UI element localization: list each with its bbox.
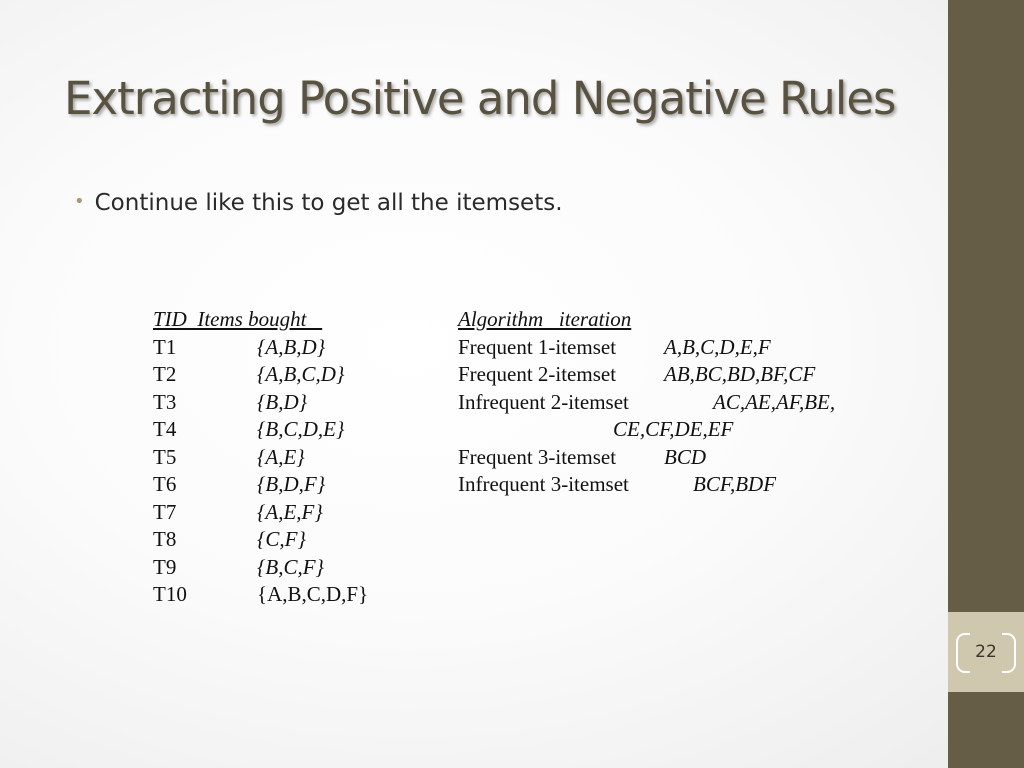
items-cell: {A,B,D} (257, 334, 326, 359)
page-number-box (948, 612, 1024, 692)
itemset-value: AB,BC,BD,BF,CF (664, 362, 816, 386)
bullet-icon: • (74, 191, 85, 212)
table-row (153, 361, 345, 389)
itemset-value: BCF,BDF (693, 472, 777, 496)
algorithm-row (458, 361, 816, 389)
iteration-name: Infrequent 2-itemset (458, 389, 629, 414)
tid-cell: T9 (153, 554, 177, 579)
tid-cell: T1 (153, 334, 177, 359)
slide-title: Extracting Positive and Negative Rules (64, 72, 896, 125)
table-row (153, 526, 322, 554)
table-row (153, 389, 322, 417)
itemset-value: BCD (664, 444, 706, 469)
items-cell: {B,C,D,E} (257, 417, 345, 441)
table-row (153, 416, 345, 444)
iteration-name: Infrequent 3-itemset (458, 472, 629, 496)
transaction-table (153, 306, 369, 609)
table-row (153, 334, 326, 362)
algorithm-row (458, 471, 777, 499)
algorithm-row (458, 334, 771, 362)
tid-cell: T5 (153, 444, 177, 469)
items-cell: {B,D,F} (257, 472, 326, 496)
tid-cell: T7 (153, 499, 177, 524)
iteration-name: Frequent 3-itemset (458, 444, 617, 469)
tid-cell: T10 (153, 582, 187, 606)
tid-cell: T3 (153, 389, 177, 414)
bullet-item (74, 190, 563, 216)
transaction-table-header: TID Items bought (153, 307, 323, 331)
right-bracket-icon (1002, 633, 1016, 673)
algorithm-row (458, 389, 836, 417)
algorithm-table-header: Algorithm iteration (458, 307, 632, 331)
table-row (153, 471, 326, 499)
items-cell: {B,C,F} (257, 554, 324, 579)
algorithm-row (458, 444, 706, 472)
table-row (153, 554, 322, 582)
algorithm-table (458, 306, 836, 499)
iteration-name: Frequent 1-itemset (458, 334, 617, 359)
iteration-name: Frequent 2-itemset (458, 362, 617, 386)
itemset-value: A,B,C,D,E,F (664, 334, 771, 359)
items-cell: {C,F} (257, 527, 306, 551)
tid-cell: T4 (153, 417, 177, 441)
bullet-text: Continue like this to get all the itemsets. (94, 190, 563, 216)
algorithm-row (458, 416, 734, 444)
page-number: 22 (975, 642, 997, 662)
items-cell: {A,E,F} (257, 499, 323, 524)
table-row (153, 581, 369, 609)
itemset-value: CE,CF,DE,EF (613, 417, 734, 441)
tid-cell: T6 (153, 472, 177, 496)
items-cell: {A,E} (257, 444, 305, 469)
itemset-value: AC,AE,AF,BE, (713, 389, 836, 414)
table-row (153, 444, 322, 472)
table-row (153, 499, 322, 527)
items-cell: {B,D} (257, 389, 308, 414)
tid-cell: T8 (153, 527, 177, 551)
tid-cell: T2 (153, 362, 177, 386)
items-cell: {A,B,C,D,F} (257, 582, 369, 606)
items-cell: {A,B,C,D} (257, 362, 345, 386)
